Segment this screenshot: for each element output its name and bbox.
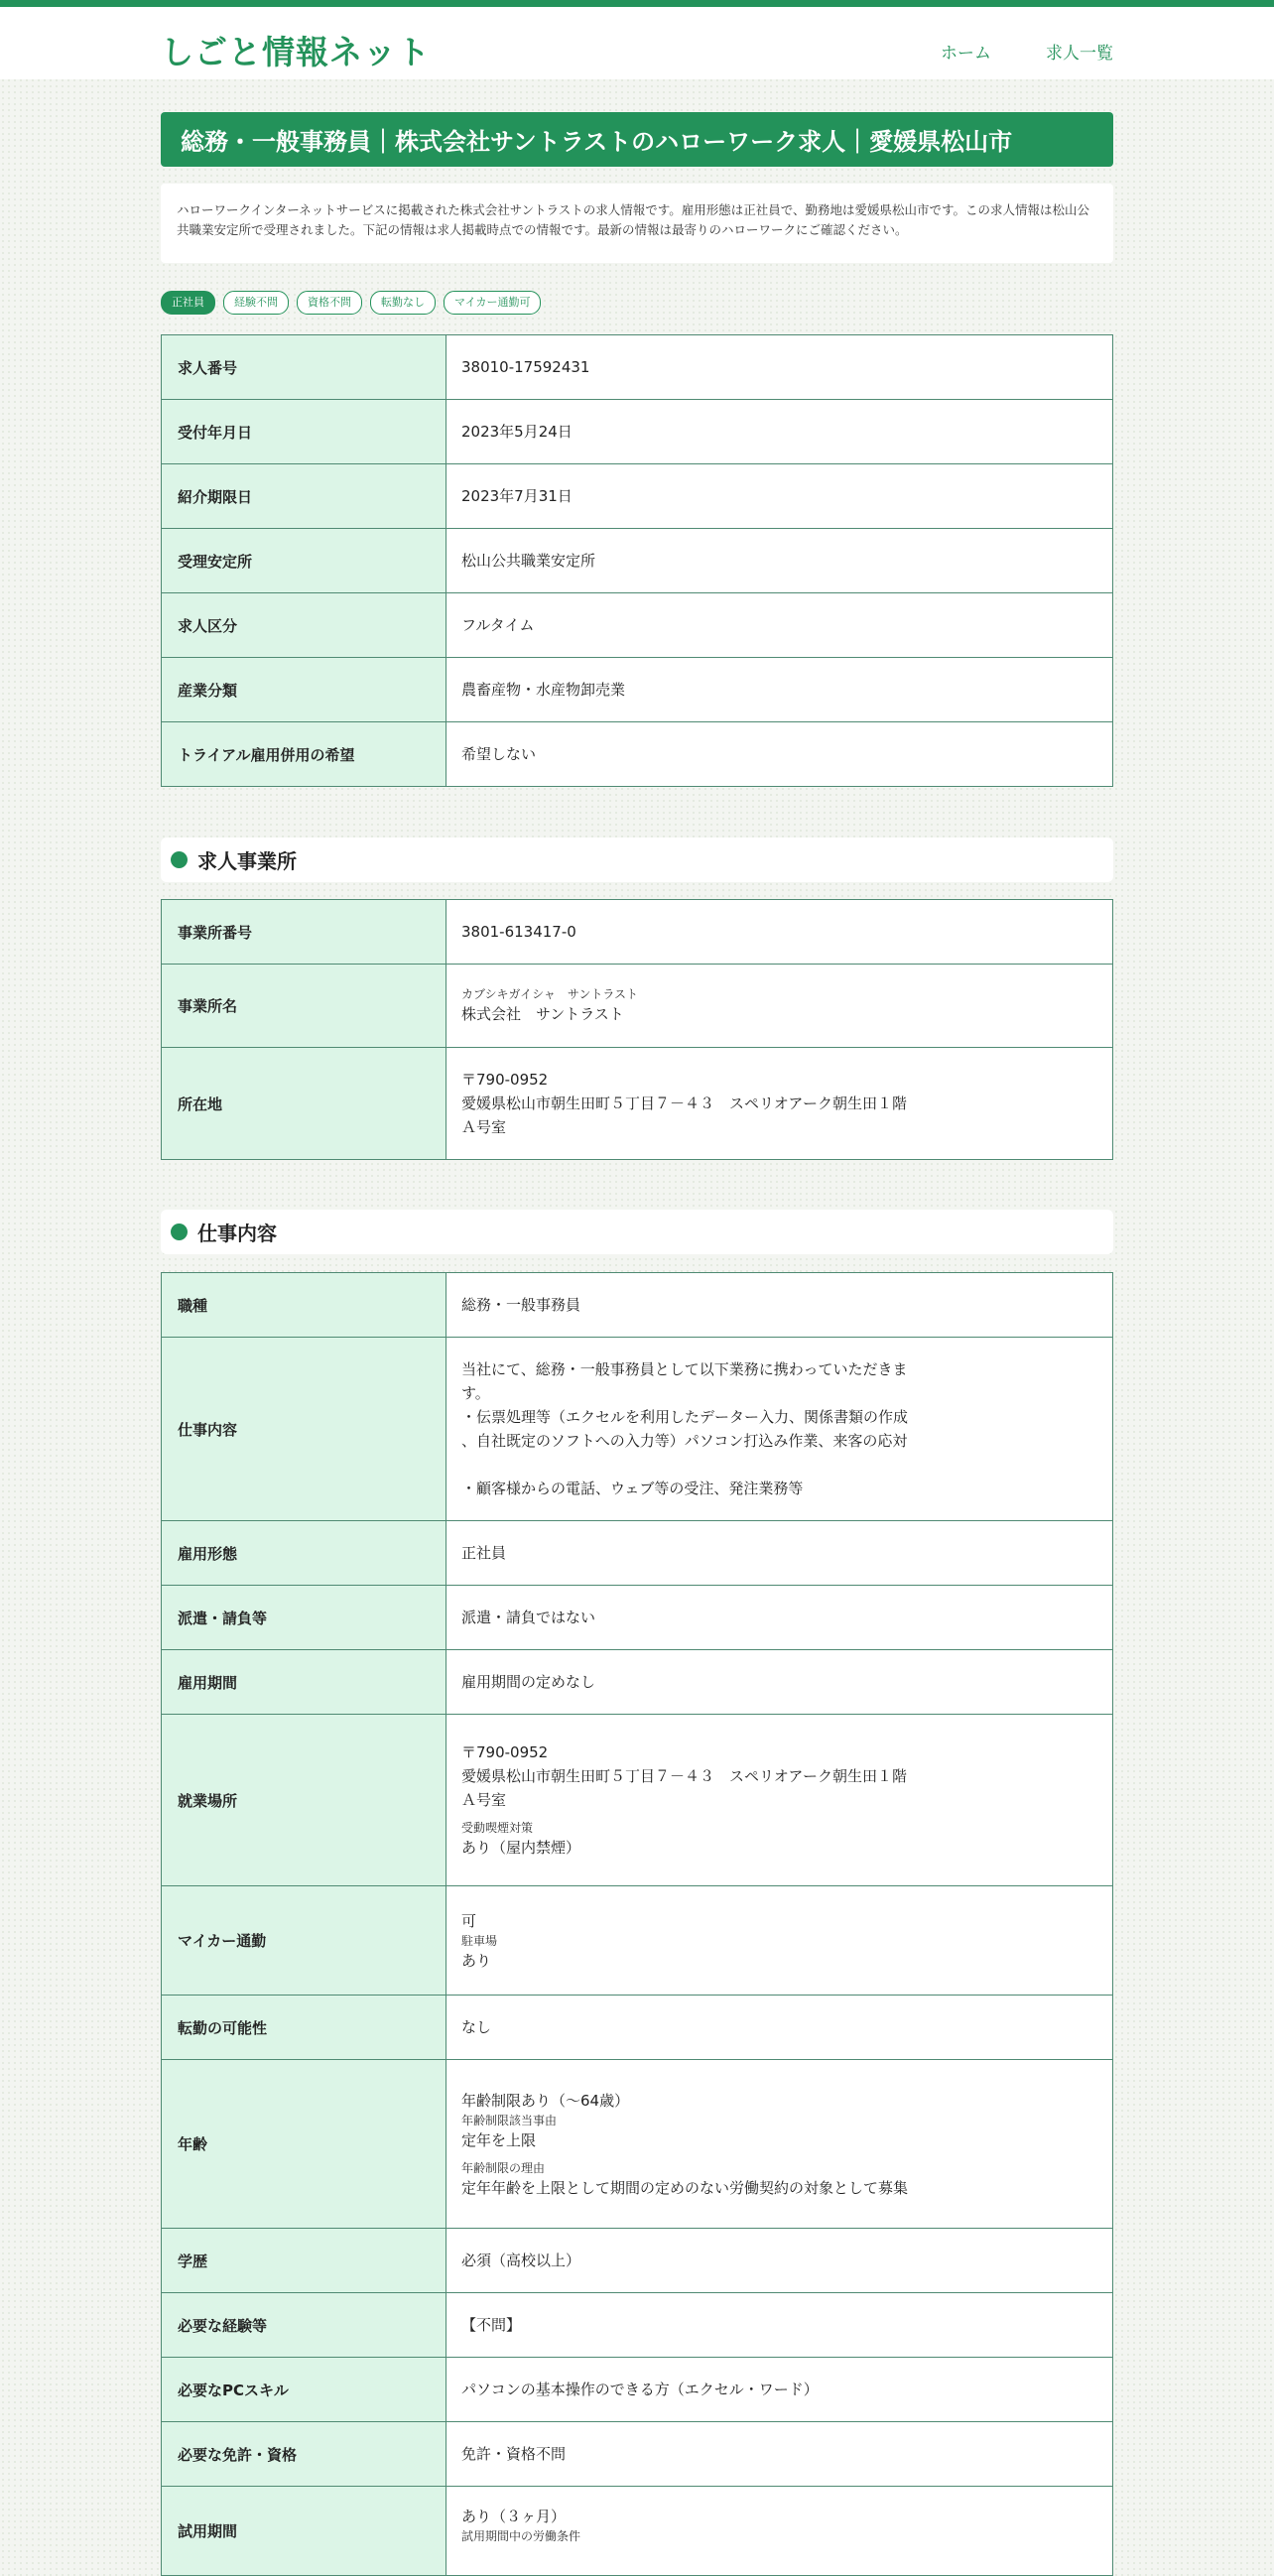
table-row	[162, 1996, 1113, 2060]
pc-skill-value: パソコンの基本操作のできる方（エクセル・ワード）	[446, 2358, 1113, 2422]
job-heading-text: 仕事内容	[197, 1222, 277, 1245]
row-label: 必要な経験等	[162, 2293, 446, 2358]
transfer-value: なし	[446, 1996, 1113, 2060]
table-row	[162, 2060, 1113, 2229]
site-logo[interactable]: しごと情報ネット	[161, 33, 431, 71]
office-address-line2: Ａ号室	[461, 1118, 507, 1136]
workplace-cell	[446, 1715, 1113, 1886]
workplace-line2: Ａ号室	[461, 1791, 507, 1809]
row-label: 必要な免許・資格	[162, 2422, 446, 2487]
row-label: 転勤の可能性	[162, 1996, 446, 2060]
age-cell	[446, 2060, 1113, 2229]
page-title: 総務・一般事務員｜株式会社サントラストのハローワーク求人｜愛媛県松山市	[161, 112, 1113, 167]
bullet-dot-icon	[171, 851, 188, 868]
row-value: 松山公共職業安定所	[446, 529, 1113, 593]
row-label: 学歴	[162, 2229, 446, 2293]
nav-home-link[interactable]: ホーム	[941, 44, 991, 64]
office-section-heading	[161, 837, 1113, 882]
age-why-value: 定年年齢を上限として期間の定めのない労働契約の対象として募集	[461, 2178, 909, 2197]
smoking-label: 受動喫煙対策	[461, 1821, 534, 1835]
workplace-zip: 〒790-0952	[461, 1743, 549, 1761]
bullet-dot-icon	[171, 1224, 188, 1240]
intro-text: ハローワークインターネットサービスに掲載された株式会社サントラストの求人情報です。雇用形態は正社員で、勤務地は愛媛県松山市です。この求人情報は松山公共職業安定所で受理されました。下記の情報は求人掲載時点での情報です。最新の情報は最寄りのハローワークにご確認ください。	[161, 184, 1113, 263]
workplace-line1: 愛媛県松山市朝生田町５丁目７－４３ スペリオアーク朝生田１階	[461, 1767, 907, 1785]
row-label: 受付年月日	[162, 400, 446, 464]
job-section-heading	[161, 1210, 1113, 1254]
age-why-label: 年齢制限の理由	[461, 2160, 546, 2175]
office-number: 3801-613417-0	[446, 900, 1113, 965]
row-value: 希望しない	[446, 722, 1113, 787]
table-row	[162, 1521, 1113, 1586]
age-value: 年齢制限あり（～64歳）	[461, 2091, 630, 2110]
basic-info-section	[161, 334, 1113, 787]
age-reason-label: 年齢制限該当事由	[461, 2113, 558, 2127]
row-label: 年齢	[162, 2060, 446, 2229]
row-label: マイカー通勤	[162, 1886, 446, 1996]
license-value: 免許・資格不問	[446, 2422, 1113, 2487]
nav-job-list-link[interactable]: 求人一覧	[1046, 44, 1113, 64]
table-row	[162, 1273, 1113, 1338]
row-label: 仕事内容	[162, 1338, 446, 1521]
row-label: トライアル雇用併用の希望	[162, 722, 446, 787]
table-row	[162, 2293, 1113, 2358]
trial-value: あり（３ヶ月）	[461, 2508, 567, 2525]
table-row	[162, 2229, 1113, 2293]
table-row	[162, 1886, 1113, 1996]
row-label: 派遣・請負等	[162, 1586, 446, 1650]
car-commute-cell	[446, 1886, 1113, 1996]
table-row	[162, 965, 1113, 1048]
table-row	[162, 464, 1113, 529]
table-row	[162, 1338, 1113, 1521]
tag-no-transfer: 転勤なし	[370, 291, 436, 315]
row-label: 所在地	[162, 1048, 446, 1160]
tag-no-experience: 経験不問	[223, 291, 289, 315]
office-zip: 〒790-0952	[461, 1071, 549, 1089]
car-commute-value: 可	[461, 1911, 477, 1930]
row-label: 求人区分	[162, 593, 446, 658]
office-section	[161, 899, 1113, 1160]
table-row	[162, 722, 1113, 787]
job-type: 総務・一般事務員	[446, 1273, 1113, 1338]
table-row	[162, 335, 1113, 400]
row-value: 2023年7月31日	[446, 464, 1113, 529]
row-label: 受理安定所	[162, 529, 446, 593]
table-row	[162, 1715, 1113, 1886]
job-desc-line: ・顧客様からの電話、ウェブ等の受注、発注業務等	[461, 1480, 804, 1497]
job-desc-line: 当社にて、総務・一般事務員として以下業務に携わっていただきま	[461, 1360, 908, 1378]
table-row	[162, 2358, 1113, 2422]
table-row	[162, 593, 1113, 658]
top-accent-bar	[0, 0, 1274, 7]
smoking-value: あり（屋内禁煙）	[461, 1839, 581, 1857]
row-label: 産業分類	[162, 658, 446, 722]
office-address-line1: 愛媛県松山市朝生田町５丁目７－４３ スペリオアーク朝生田１階	[461, 1095, 907, 1112]
education-value: 必須（高校以上）	[446, 2229, 1113, 2293]
row-label: 雇用形態	[162, 1521, 446, 1586]
experience-value: 【不問】	[446, 2293, 1113, 2358]
row-value: 農畜産物・水産物卸売業	[446, 658, 1113, 722]
office-name-cell	[446, 965, 1113, 1048]
table-row	[162, 1650, 1113, 1715]
row-value: フルタイム	[446, 593, 1113, 658]
row-label: 雇用期間	[162, 1650, 446, 1715]
job-section	[161, 1272, 1113, 2576]
table-row	[162, 2487, 1113, 2576]
office-heading-text: 求人事業所	[197, 849, 297, 873]
trial-sub-label: 試用期間中の労働条件	[461, 2529, 581, 2543]
row-label: 事業所番号	[162, 900, 446, 965]
row-value: 38010-17592431	[446, 335, 1113, 400]
office-name-kana: カブシキガイシャ サントラスト	[461, 986, 638, 1001]
row-label: 試用期間	[162, 2487, 446, 2576]
table-row	[162, 1586, 1113, 1650]
job-description-cell	[446, 1338, 1113, 1521]
employment-type: 正社員	[446, 1521, 1113, 1586]
office-address-cell	[446, 1048, 1113, 1160]
table-row	[162, 900, 1113, 965]
trial-cell	[446, 2487, 1113, 2576]
tag-no-license: 資格不問	[297, 291, 362, 315]
row-value: 2023年5月24日	[446, 400, 1113, 464]
row-label: 就業場所	[162, 1715, 446, 1886]
job-desc-line: 、自社既定のソフトへの入力等）パソコン打込み作業、来客の応対	[461, 1432, 908, 1450]
office-name: 株式会社 サントラスト	[461, 1004, 624, 1023]
row-label: 必要なPCスキル	[162, 2358, 446, 2422]
table-row	[162, 2422, 1113, 2487]
header-nav	[941, 39, 1113, 64]
table-row	[162, 529, 1113, 593]
office-table	[161, 899, 1113, 1160]
parking-label: 駐車場	[461, 1933, 498, 1948]
tag-full-time: 正社員	[161, 291, 215, 315]
tag-list	[161, 291, 1113, 315]
job-table	[161, 1272, 1113, 2576]
employment-period: 雇用期間の定めなし	[446, 1650, 1113, 1715]
row-label: 事業所名	[162, 965, 446, 1048]
row-label: 職種	[162, 1273, 446, 1338]
dispatch-type: 派遣・請負ではない	[446, 1586, 1113, 1650]
basic-info-table	[161, 334, 1113, 787]
age-reason-value: 定年を上限	[461, 2130, 537, 2149]
site-header	[0, 7, 1274, 79]
row-label: 求人番号	[162, 335, 446, 400]
job-desc-line: ・伝票処理等（エクセルを利用したデーター入力、関係書類の作成	[461, 1408, 909, 1426]
blank-line	[461, 1453, 1111, 1477]
tag-car-commute: マイカー通勤可	[444, 291, 541, 315]
table-row	[162, 1048, 1113, 1160]
job-desc-line: す。	[461, 1384, 490, 1402]
table-row	[162, 400, 1113, 464]
table-row	[162, 658, 1113, 722]
row-label: 紹介期限日	[162, 464, 446, 529]
parking-value: あり	[461, 1951, 492, 1970]
